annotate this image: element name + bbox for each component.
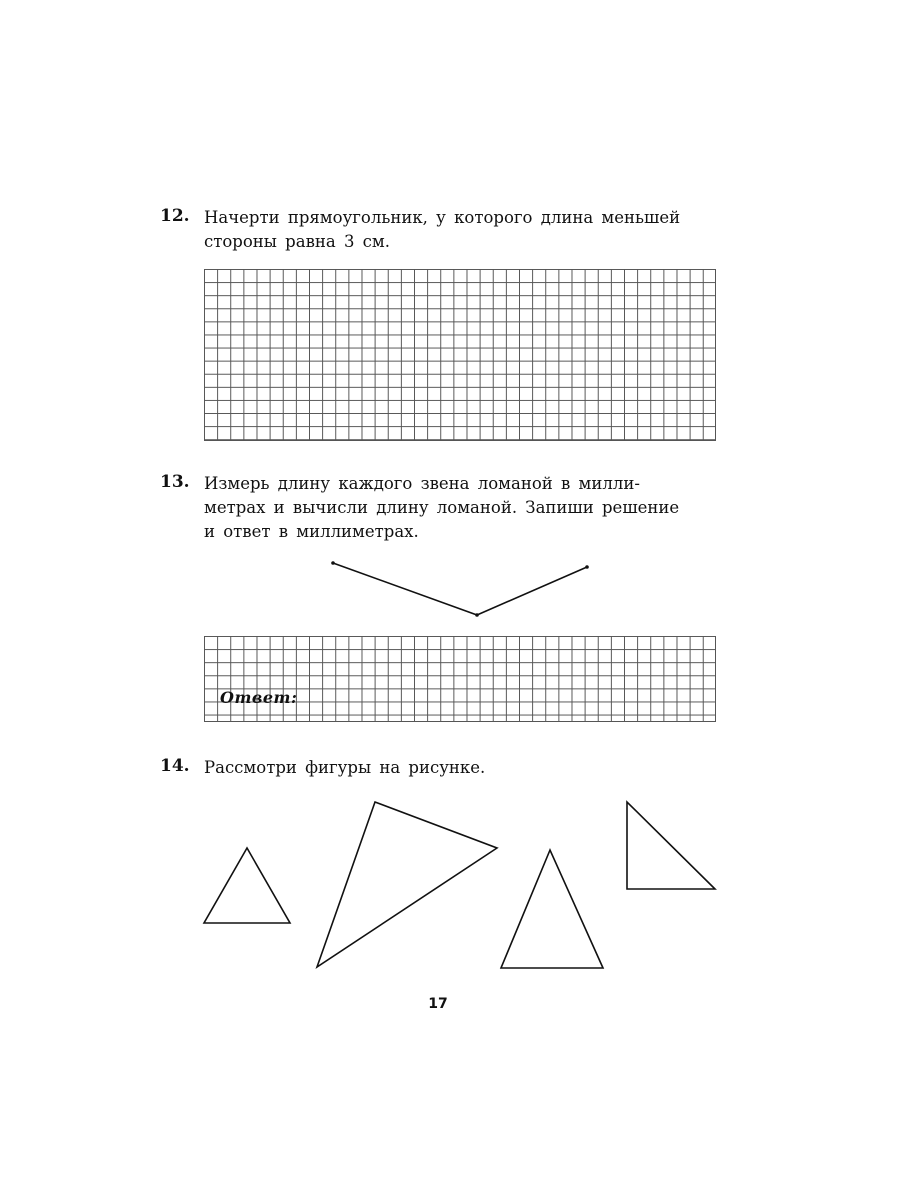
task-14-text (204, 756, 716, 780)
task-13-number: 13. (160, 472, 190, 492)
triangle-4 (627, 802, 715, 889)
task-14-line-1: Рассмотри фигуры на рисунке. (204, 758, 486, 777)
page-number: 17 (428, 996, 448, 1012)
broken-line (333, 563, 587, 615)
broken-line-vertex-3 (585, 565, 589, 569)
task-12-line-2: стороны равна 3 см. (204, 232, 391, 251)
broken-line-vertex-2 (475, 613, 479, 617)
task-13-line-2: метрах и вычисли длину ломаной. Запиши решение (204, 498, 680, 517)
task-14-number: 14. (160, 756, 190, 776)
answer-label: Ответ: (220, 688, 298, 707)
task-12-number: 12. (160, 206, 190, 226)
task-12-line-1: Начерти прямоугольник, у которого длина меньшей (204, 208, 681, 227)
triangle-2 (317, 802, 497, 967)
triangle-1 (204, 848, 290, 923)
task-13-line-1: Измерь длину каждого звена ломаной в милли- (204, 474, 640, 493)
task-13-line-3: и ответ в миллиметрах. (204, 522, 419, 541)
triangle-3 (501, 850, 603, 968)
broken-line-vertex-1 (331, 561, 335, 565)
answer-grid-13[interactable] (204, 636, 716, 722)
